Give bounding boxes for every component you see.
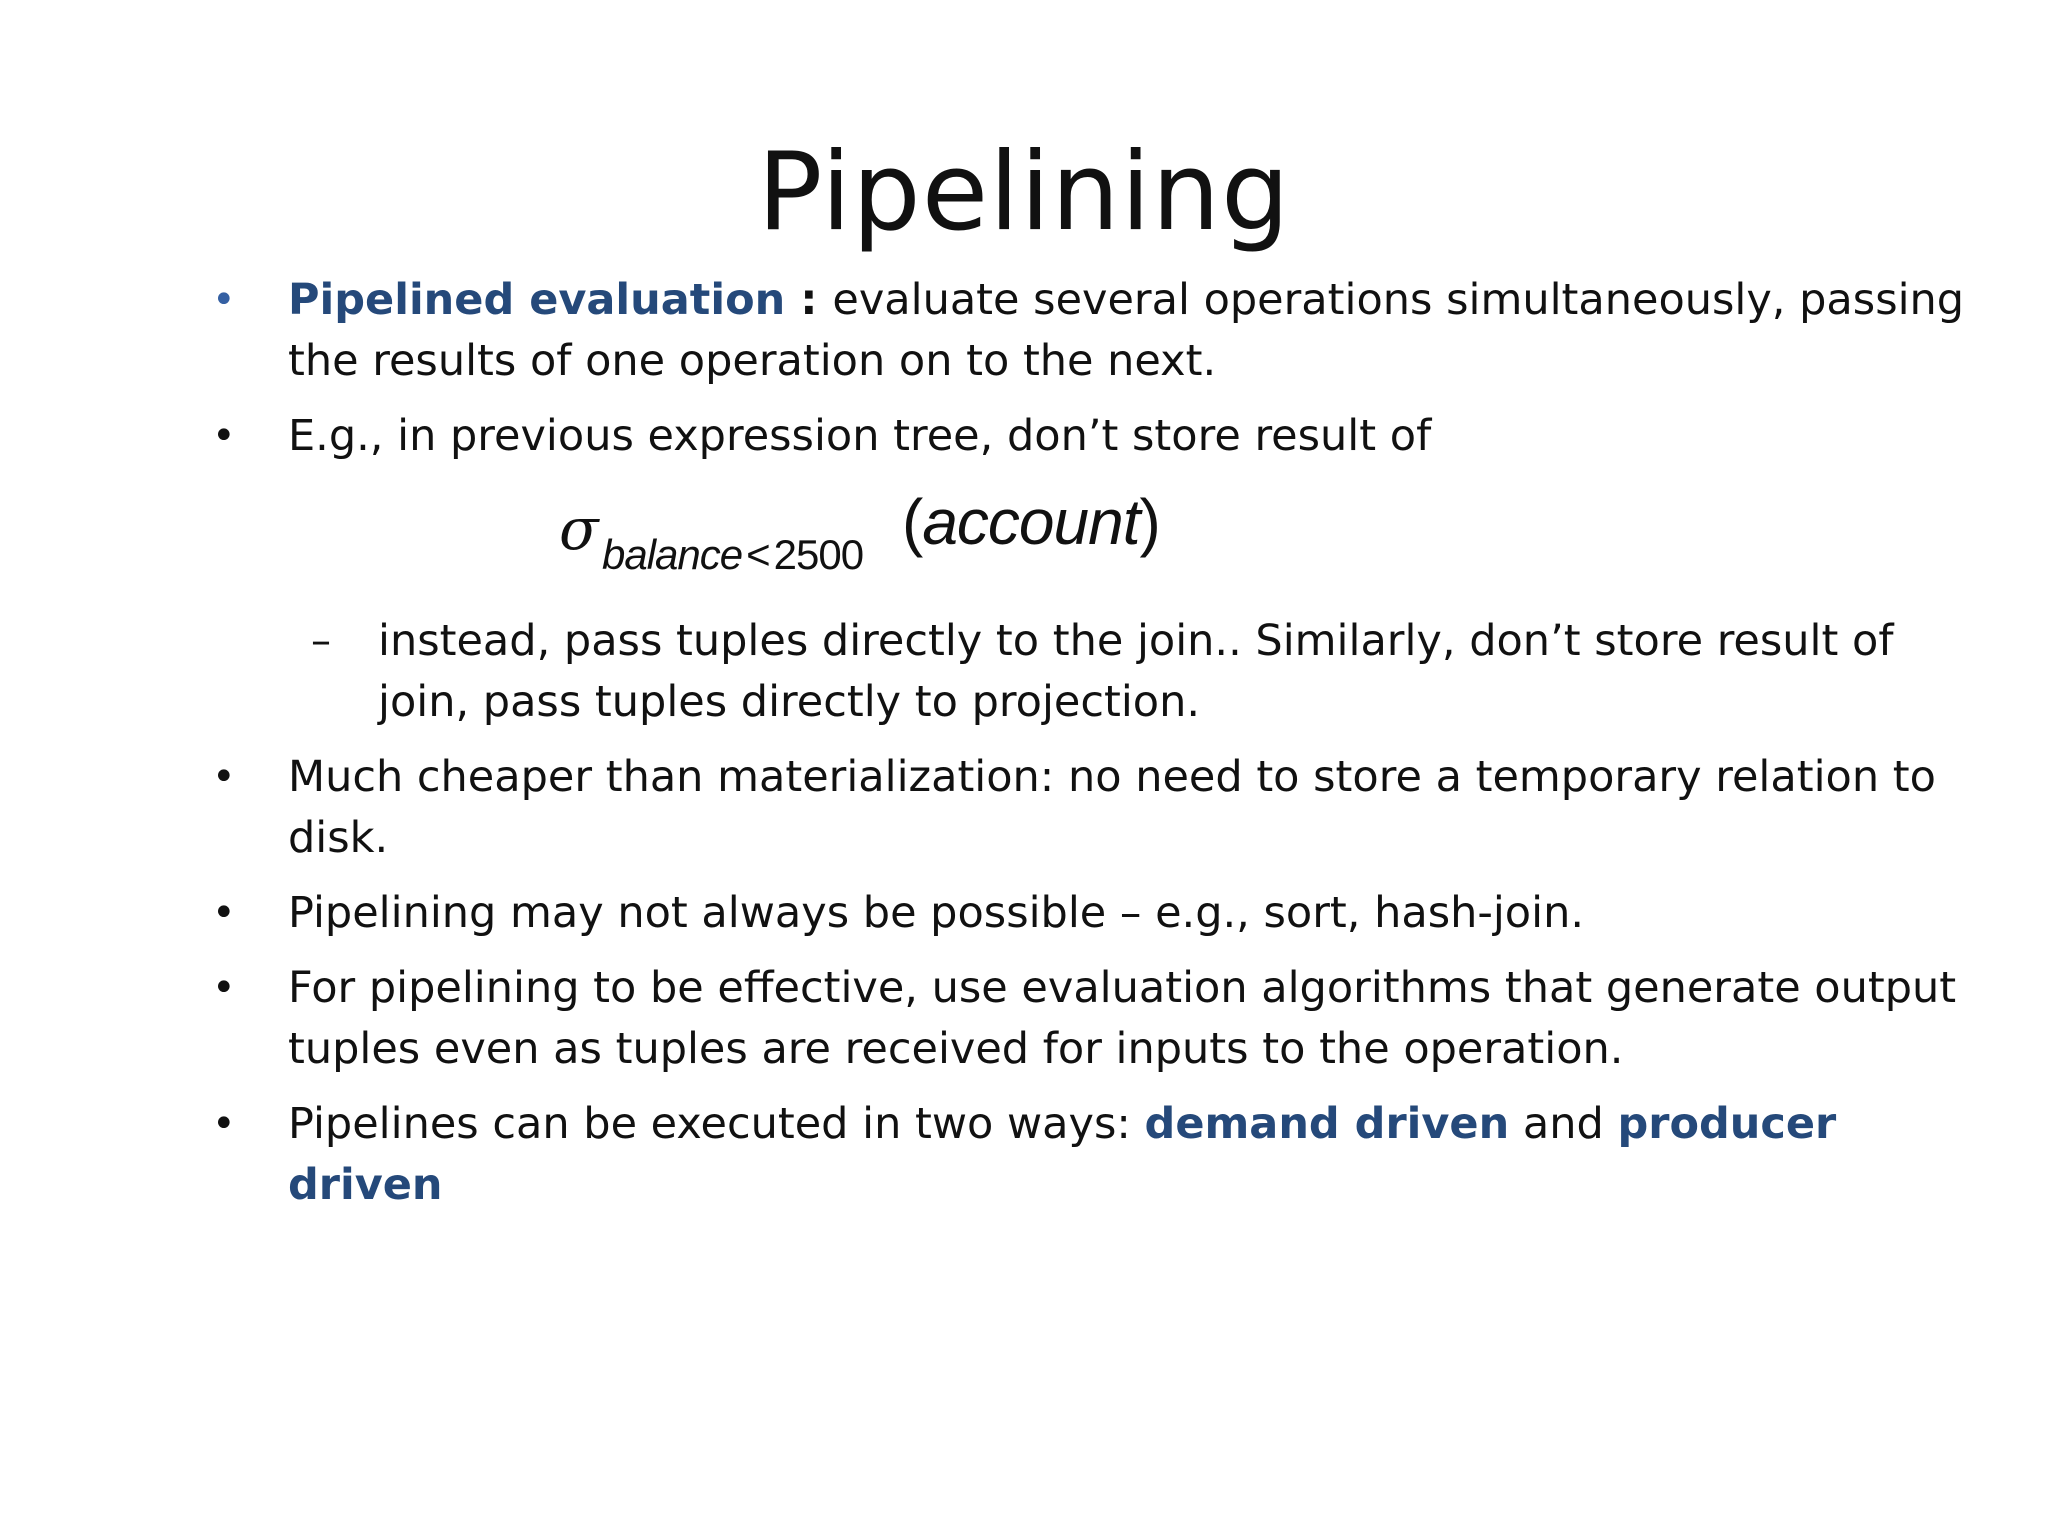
open-paren: ( (902, 486, 923, 558)
sigma-symbol: σ (559, 495, 599, 563)
bullet-not-always-possible (208, 883, 1998, 944)
term-producer-driven: producer driven (288, 1099, 1837, 1210)
dash-icon: – (311, 618, 331, 664)
bullet-text: Pipelining may not always be possible – e.g., sort, hash-join. (288, 888, 1584, 938)
term-pipelined-evaluation: Pipelined evaluation (288, 275, 786, 325)
bullet-text: E.g., in previous expression tree, don’t store result of (288, 411, 1432, 461)
bullet-icon: • (212, 965, 236, 1011)
bullet-icon: • (212, 754, 236, 800)
bullet-icon: • (212, 277, 236, 323)
bullet-text: Pipelines can be executed in two ways: (288, 1099, 1145, 1149)
relation-name: account (922, 486, 1140, 558)
formula-subscript (602, 531, 863, 579)
bullet-two-ways (208, 1094, 1998, 1216)
bullet-icon: • (212, 1101, 236, 1147)
term-demand-driven: demand driven (1144, 1099, 1510, 1149)
bullet-cheaper (208, 747, 1998, 869)
slide-title: Pipelining (757, 130, 1291, 255)
subscript-attribute: balance (602, 531, 743, 578)
bullet-text-mid: and (1509, 1099, 1618, 1149)
bullet-pipelined-evaluation (208, 270, 1998, 392)
formula-argument (902, 485, 1160, 559)
sub-bullet-pass-tuples (208, 611, 1998, 733)
bullet-text: Much cheaper than materialization: no need to store a temporary relation to disk. (288, 752, 1936, 863)
bullet-icon: • (212, 413, 236, 459)
bullet-example (208, 406, 1998, 467)
close-paren: ) (1139, 486, 1160, 558)
bullet-effective (208, 958, 1998, 1080)
bullet-text: For pipelining to be effective, use evaluation algorithms that generate output tuples even as tuples are received for inputs to the operation. (288, 963, 1957, 1074)
term-colon: : (785, 275, 833, 325)
subscript-value: 2500 (773, 531, 864, 578)
subscript-operator: < (746, 531, 770, 578)
bullet-icon: • (212, 890, 236, 936)
selection-formula (208, 481, 1998, 601)
bullet-list (208, 270, 1998, 1230)
bullet-text: evaluate several operations simultaneously, passing the results of one operation on to the next. (288, 275, 1965, 386)
bullet-text: instead, pass tuples directly to the join.. Similarly, don’t store result of join, pass tuples directly to projection. (378, 616, 1894, 727)
